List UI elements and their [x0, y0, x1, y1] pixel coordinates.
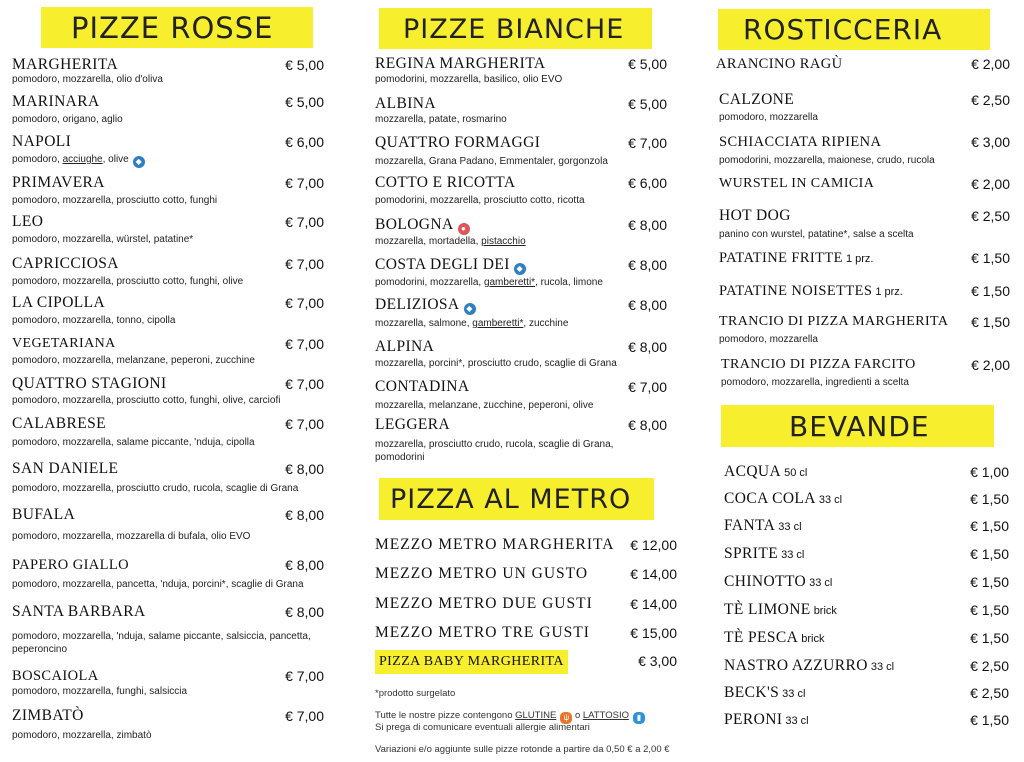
allergen-ingredient: gamberetti*: [472, 318, 524, 329]
item-price: € 8,00: [628, 297, 667, 313]
item-price: € 6,00: [628, 175, 667, 191]
item-price: € 2,00: [971, 176, 1010, 192]
item-desc: pomodoro, mozzarella, tonno, cipolla: [12, 315, 176, 326]
item-name: [724, 711, 809, 730]
item-price: € 2,50: [970, 658, 1009, 674]
item-name: ALBINA: [375, 95, 436, 112]
item-desc: mozzarella, prosciutto crudo, rucola, scaglie di Grana, pomodorini: [375, 439, 614, 463]
item-name-text: FANTA: [724, 517, 776, 534]
item-price: € 1,50: [970, 630, 1009, 646]
item-size: 1 prz.: [845, 253, 874, 265]
item-name-text: TÈ LIMONE: [724, 601, 811, 618]
note-text: o: [572, 710, 583, 721]
milk-icon: ▮: [633, 712, 645, 724]
item-name: [724, 545, 804, 564]
desc-text: , olive: [102, 154, 129, 165]
item-name: [375, 256, 526, 275]
item-price: € 7,00: [628, 379, 667, 395]
item-price: € 1,00: [970, 464, 1009, 480]
item-desc: pomodoro, mozzarella, melanzane, peperoni, zucchine: [12, 355, 255, 366]
item-price: € 5,00: [285, 94, 324, 110]
item-size: 33 cl: [778, 521, 802, 533]
bevande-banner: [721, 405, 994, 447]
item-price: € 1,50: [971, 314, 1010, 330]
item-name-text: COSTA DEGLI DEI: [375, 256, 510, 273]
item-name: [719, 282, 903, 301]
item-desc: mozzarella, patate, rosmarino: [375, 114, 507, 125]
item-name: LA CIPOLLA: [12, 294, 106, 311]
item-price: € 1,50: [971, 250, 1010, 266]
item-name: SCHIACCIATA RIPIENA: [719, 134, 882, 150]
item-price: € 2,50: [970, 685, 1009, 701]
item-name-text: PATATINE FRITTE: [719, 250, 843, 266]
item-desc: pomodorini, mozzarella, basilico, olio EVO: [375, 74, 563, 85]
item-price: € 2,50: [971, 208, 1010, 224]
item-price: € 14,00: [630, 566, 677, 582]
item-desc: pomodorini, mozzarella, prosciutto cotto, ricotta: [375, 195, 585, 206]
allergen-note-line2: Si prega di comunicare eventuali allergie alimentari: [375, 722, 590, 733]
item-name: REGINA MARGHERITA: [375, 55, 546, 72]
item-price: € 8,00: [628, 339, 667, 355]
item-name: LEO: [12, 213, 44, 230]
item-size: 33 cl: [870, 661, 895, 673]
item-name: LEGGERA: [375, 416, 451, 433]
item-name: MEZZO METRO TRE GUSTI: [375, 624, 590, 641]
item-size: brick: [813, 605, 837, 617]
item-desc: pomodoro, mozzarella, mozzarella di bufala, olio EVO: [12, 531, 251, 542]
item-price: € 3,00: [638, 653, 677, 669]
desc-text: mozzarella, salmone,: [375, 318, 473, 329]
item-price: € 8,00: [628, 257, 667, 273]
item-name: [724, 463, 807, 482]
item-name: QUATTRO STAGIONI: [12, 375, 167, 392]
item-price: € 7,00: [285, 416, 324, 432]
item-desc: panino con wurstel, patatine*, salse a scelta: [719, 229, 914, 240]
item-name: CALABRESE: [12, 415, 107, 432]
item-desc: pomodoro, mozzarella: [719, 334, 818, 345]
item-name: CALZONE: [719, 91, 795, 108]
item-desc: pomodoro, mozzarella, ingredienti a scelta: [721, 377, 909, 388]
pizze-bianche-title: PIZZE BIANCHE: [403, 14, 625, 45]
item-name: PAPERO GIALLO: [12, 557, 130, 573]
item-size: 50 cl: [784, 467, 808, 479]
item-name: SAN DANIELE: [12, 460, 119, 477]
item-name: BOSCAIOLA: [12, 668, 99, 684]
item-size: 33 cl: [809, 577, 833, 589]
item-price: € 6,00: [285, 134, 324, 150]
item-name: [724, 657, 894, 676]
rosticceria-title: ROSTICCERIA: [743, 13, 943, 46]
item-name: NAPOLI: [12, 133, 72, 150]
item-name-text: COCA COLA: [724, 490, 816, 507]
item-price: € 1,50: [970, 712, 1009, 728]
item-name: MARGHERITA: [12, 56, 119, 73]
item-name: TRANCIO DI PIZZA MARGHERITA: [719, 314, 949, 329]
item-desc: [375, 276, 603, 289]
allergen-ingredient: gamberetti*: [483, 277, 536, 288]
item-price: € 7,00: [285, 256, 324, 272]
item-desc: pomodoro, mozzarella, funghi, salsiccia: [12, 686, 188, 697]
item-name: [724, 629, 825, 648]
item-price: € 8,00: [628, 417, 667, 433]
item-name: MEZZO METRO UN GUSTO: [375, 565, 589, 582]
allergen-ingredient: pistacchio: [481, 236, 526, 247]
item-name-text: NASTRO AZZURRO: [724, 657, 868, 674]
item-name-text: BOLOGNA: [375, 216, 454, 233]
rosticceria-banner: [718, 9, 990, 50]
item-price: € 8,00: [628, 217, 667, 233]
item-size: 33 cl: [781, 549, 805, 561]
item-name: ZIMBATÒ: [12, 707, 84, 724]
item-price: € 7,00: [285, 336, 324, 352]
variations-note: Variazioni e/o aggiunte sulle pizze rotonde a partire da 0,50 € a 2,00 €: [375, 744, 670, 755]
item-name: PRIMAVERA: [12, 174, 105, 191]
desc-text: pomodorini, mozzarella,: [375, 277, 484, 288]
shrimp-icon: ◆: [514, 263, 526, 275]
item-name: COTTO E RICOTTA: [375, 174, 516, 191]
allergen-ingredient: acciughe: [62, 154, 103, 165]
item-price: € 5,00: [628, 96, 667, 112]
item-desc: pomodoro, mozzarella, würstel, patatine*: [12, 234, 194, 245]
item-size: 33 cl: [818, 494, 843, 506]
item-price: € 1,50: [970, 546, 1009, 562]
item-desc: pomodoro, mozzarella, prosciutto cotto, funghi: [12, 195, 218, 206]
item-name: CAPRICCIOSA: [12, 255, 119, 272]
item-name: QUATTRO FORMAGGI: [375, 134, 541, 151]
item-price: € 8,00: [285, 557, 324, 573]
item-desc: pomodoro, mozzarella, pancetta, 'nduja, porcini*, scaglie di Grana: [12, 579, 304, 590]
lactose-label: LATTOSIO: [582, 710, 629, 721]
item-price: € 7,00: [285, 708, 324, 724]
item-size: 1 prz.: [875, 286, 903, 298]
item-price: € 1,50: [970, 491, 1009, 507]
desc-text: , zucchine: [523, 318, 569, 329]
item-price: € 1,50: [971, 283, 1010, 299]
item-size: brick: [801, 633, 825, 645]
item-desc: pomodoro, mozzarella, 'nduja, salame piccante, salsiccia, pancetta, peperoncino: [12, 631, 311, 655]
item-price: € 7,00: [628, 135, 667, 151]
item-price: € 1,50: [970, 574, 1009, 590]
item-price: € 14,00: [630, 596, 677, 612]
item-name-text: PERONI: [724, 711, 783, 728]
fish-icon: ◆: [464, 303, 476, 315]
item-price: € 5,00: [285, 57, 324, 73]
item-name: [375, 296, 476, 315]
item-price: € 7,00: [285, 214, 324, 230]
item-name-text: CHINOTTO: [724, 573, 807, 590]
item-name: BUFALA: [12, 506, 76, 523]
item-name: [375, 216, 470, 235]
item-price: € 12,00: [630, 537, 677, 553]
item-price: € 2,50: [971, 92, 1010, 108]
item-desc: pomodoro, mozzarella, prosciutto crudo, rucola, scaglie di Grana: [12, 483, 299, 494]
item-price: € 7,00: [285, 668, 324, 684]
item-price: € 7,00: [285, 295, 324, 311]
item-price: € 7,00: [285, 175, 324, 191]
item-desc: [12, 153, 145, 168]
item-size: 33 cl: [785, 715, 809, 727]
item-price: € 2,00: [971, 357, 1010, 373]
item-name: CONTADINA: [375, 378, 470, 395]
item-name-text: PATATINE NOISETTES: [719, 283, 873, 299]
item-price: € 1,50: [970, 518, 1009, 534]
item-name: TRANCIO DI PIZZA FARCITO: [721, 357, 916, 372]
item-size: 33 cl: [782, 688, 806, 700]
item-price: € 8,00: [285, 461, 324, 477]
item-desc: [375, 317, 568, 330]
item-name: [724, 490, 842, 509]
item-desc: mozzarella, Grana Padano, Emmentaler, gorgonzola: [375, 156, 608, 167]
item-name-text: TÈ PESCA: [724, 629, 799, 646]
item-name-text: BECK'S: [724, 684, 780, 701]
item-name: HOT DOG: [719, 207, 791, 224]
item-desc: pomodoro, mozzarella: [719, 112, 818, 123]
note-text: Tutte le nostre pizze contengono: [375, 710, 516, 721]
item-desc: pomodoro, mozzarella, olio d'oliva: [12, 74, 163, 85]
pizze-rosse-banner: [41, 7, 313, 48]
item-price: € 8,00: [285, 507, 324, 523]
item-desc: pomodoro, origano, aglio: [12, 114, 123, 125]
pizza-al-metro-banner: [379, 478, 654, 520]
item-price: € 8,00: [285, 604, 324, 620]
item-name-text: DELIZIOSA: [375, 296, 460, 313]
item-price: € 3,00: [971, 134, 1010, 150]
desc-text: pomodoro,: [12, 154, 63, 165]
pizze-rosse-title: PIZZE ROSSE: [71, 11, 274, 45]
bevande-title: BEVANDE: [789, 410, 930, 443]
item-name: MARINARA: [12, 93, 100, 110]
item-desc: pomodoro, mozzarella, zimbatò: [12, 730, 152, 741]
item-desc: pomodoro, mozzarella, prosciutto cotto, funghi, olive: [12, 276, 244, 287]
item-price: € 1,50: [970, 602, 1009, 618]
desc-text: , rucola, limone: [535, 277, 603, 288]
item-desc: [375, 235, 526, 248]
item-name: MEZZO METRO DUE GUSTI: [375, 595, 593, 612]
item-name: [719, 249, 873, 268]
item-desc: mozzarella, melanzane, zucchine, peperoni, olive: [375, 400, 594, 411]
item-price: € 15,00: [630, 625, 677, 641]
nut-icon: ●: [458, 223, 470, 235]
item-desc: mozzarella, porcini*, prosciutto crudo, scaglie di Grana: [375, 358, 617, 369]
item-price: € 5,00: [628, 56, 667, 72]
item-name: ALPINA: [375, 338, 435, 355]
item-price: € 2,00: [971, 56, 1010, 72]
item-desc: pomodoro, mozzarella, salame piccante, 'nduja, cipolla: [12, 437, 255, 448]
item-name: [724, 601, 837, 620]
item-name: PIZZA BABY MARGHERITA: [375, 650, 568, 674]
item-name: WURSTEL IN CAMICIA: [719, 176, 875, 191]
item-name: [724, 517, 802, 536]
item-desc: pomodoro, mozzarella, prosciutto cotto, funghi, olive, carciofi: [12, 395, 281, 406]
frozen-note: *prodotto surgelato: [375, 688, 456, 699]
pizze-bianche-banner: [379, 8, 652, 49]
item-name-text: SPRITE: [724, 545, 779, 562]
fish-icon: ◆: [133, 156, 145, 168]
item-name: [724, 573, 832, 592]
gluten-label: GLUTINE: [515, 710, 557, 721]
pizza-al-metro-title: PIZZA AL METRO: [390, 484, 632, 515]
item-name: SANTA BARBARA: [12, 603, 146, 620]
item-name: MEZZO METRO MARGHERITA: [375, 536, 615, 553]
item-name: [724, 684, 805, 703]
item-price: € 7,00: [285, 376, 324, 392]
item-name-text: ACQUA: [724, 463, 782, 480]
item-name: VEGETARIANA: [12, 336, 116, 351]
item-name: ARANCINO RAGÙ: [716, 56, 843, 72]
item-desc: pomodorini, mozzarella, maionese, crudo, rucola: [719, 155, 935, 166]
gluten-icon: ψ: [560, 712, 572, 724]
desc-text: mozzarella, mortadella,: [375, 236, 482, 247]
